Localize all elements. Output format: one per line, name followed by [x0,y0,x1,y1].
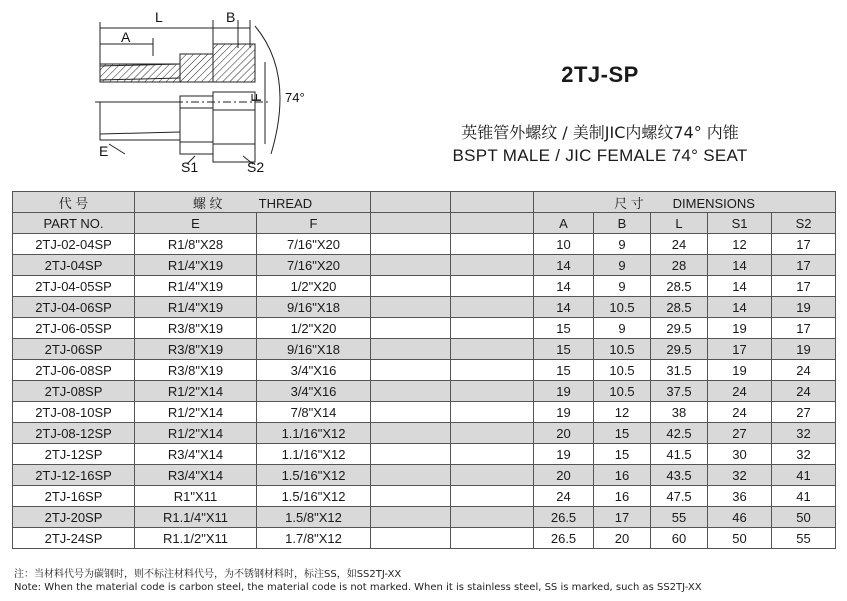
table-cell: 9 [594,234,651,255]
table-row [13,402,836,423]
table-cell: 50 [772,507,836,528]
table-cell: 19 [534,444,594,465]
table-row [13,297,836,318]
table-cell: 28.5 [651,276,708,297]
table-cell: 41 [772,486,836,507]
col-blank-2 [451,213,534,234]
table-cell: R1.1/2"X11 [135,528,257,549]
dim-label-s1: S1 [181,159,199,175]
table-cell: 7/8"X14 [257,402,371,423]
col-l: L [651,213,708,234]
header-blank-2 [451,192,534,213]
dim-label-l: L [155,9,163,25]
table-cell: 37.5 [651,381,708,402]
dim-label-angle: 74° [285,90,305,105]
table-cell-blank [451,444,534,465]
table-cell: 38 [651,402,708,423]
table-cell-blank [451,234,534,255]
table-cell-blank [371,528,451,549]
table-cell: 1.5/8"X12 [257,507,371,528]
col-blank-1 [371,213,451,234]
table-cell-blank [451,360,534,381]
table-row [13,234,836,255]
dim-label-a: A [121,29,131,45]
table-cell: 14 [708,297,772,318]
dimension-table [12,191,836,549]
note-english: Note: When the material code is carbon steel, the material code is not marked. When it is stainless steel, SS is marked, such as SS2TJ-XX [14,582,702,593]
table-cell: 2TJ-04-05SP [13,276,135,297]
table-cell: 28.5 [651,297,708,318]
table-cell: 19 [708,360,772,381]
table-cell: 19 [534,381,594,402]
table-cell: 17 [772,255,836,276]
dim-label-f: F [248,93,264,102]
table-cell: 14 [534,255,594,276]
table-cell: 7/16"X20 [257,255,371,276]
table-cell: 2TJ-12SP [13,444,135,465]
table-cell: 2TJ-24SP [13,528,135,549]
table-cell: 10.5 [594,381,651,402]
header-row-columns [13,213,836,234]
table-cell: 27 [708,423,772,444]
header-dims-cn: 尺 寸 [614,195,644,211]
table-cell: 1.5/16"X12 [257,486,371,507]
table-cell: 43.5 [651,465,708,486]
table-cell: 2TJ-04SP [13,255,135,276]
table-cell: 12 [708,234,772,255]
table-cell: 15 [594,423,651,444]
table-cell: R1/2"X14 [135,402,257,423]
table-cell: 46 [708,507,772,528]
table-cell: 17 [708,339,772,360]
table-cell: 1.5/16"X12 [257,465,371,486]
table-cell: 20 [534,465,594,486]
table-cell: 29.5 [651,339,708,360]
table-cell: 2TJ-06-08SP [13,360,135,381]
header-dims-en: DIMENSIONS [672,195,755,211]
table-cell: 24 [651,234,708,255]
table-cell: 1.7/8"X12 [257,528,371,549]
table-cell: 17 [772,234,836,255]
table-cell: 14 [708,255,772,276]
dim-label-b: B [226,9,236,25]
table-cell: R3/8"X19 [135,318,257,339]
col-f: F [257,213,371,234]
table-cell-blank [371,465,451,486]
table-cell-blank [451,318,534,339]
table-row [13,528,836,549]
table-row [13,318,836,339]
table-cell: R1/4"X19 [135,297,257,318]
table-cell: 19 [534,402,594,423]
table-cell: 1.1/16"X12 [257,423,371,444]
table-cell: 2TJ-20SP [13,507,135,528]
table-cell: R1/2"X14 [135,381,257,402]
table-cell: 9 [594,276,651,297]
table-cell: R1"X11 [135,486,257,507]
col-part-no: PART NO. [13,213,135,234]
table-cell-blank [451,528,534,549]
table-cell: 9/16"X18 [257,297,371,318]
footnotes [14,568,702,594]
col-b: B [594,213,651,234]
table-cell: 16 [594,465,651,486]
table-cell: 29.5 [651,318,708,339]
table-cell: 60 [651,528,708,549]
col-s1: S1 [708,213,772,234]
table-cell: 3/4"X16 [257,360,371,381]
table-cell: 24 [772,381,836,402]
table-cell-blank [451,402,534,423]
note-chinese: 注：当材料代号为碳钢时，则不标注材料代号，为不锈钢材料时，标注SS，如SS2TJ-XX [14,569,402,580]
header-row-group [13,192,836,213]
table-cell: 3/4"X16 [257,381,371,402]
table-cell: 9 [594,318,651,339]
table-row [13,507,836,528]
header-code-cn: 代 号 [13,192,135,213]
table-cell: 32 [708,465,772,486]
table-cell: 24 [772,360,836,381]
table-cell: 10.5 [594,297,651,318]
subtitle-english: BSPT MALE / JIC FEMALE 74° SEAT [452,146,748,165]
table-cell: 1/2"X20 [257,276,371,297]
table-cell-blank [451,507,534,528]
table-cell: 2TJ-08-10SP [13,402,135,423]
table-cell: R3/4"X14 [135,444,257,465]
table-cell: 47.5 [651,486,708,507]
table-cell: 26.5 [534,528,594,549]
table-cell: 9 [594,255,651,276]
table-cell-blank [451,255,534,276]
table-cell: 14 [534,297,594,318]
table-cell-blank [451,465,534,486]
table-cell: 42.5 [651,423,708,444]
table-cell: 50 [708,528,772,549]
table-cell: 24 [708,381,772,402]
table-cell: 2TJ-06SP [13,339,135,360]
table-cell: 19 [772,339,836,360]
table-row [13,423,836,444]
table-cell: R1/8"X28 [135,234,257,255]
table-cell-blank [371,276,451,297]
table-cell-blank [371,423,451,444]
table-cell-blank [451,486,534,507]
header-blank-1 [371,192,451,213]
header-thread [135,192,371,213]
table-cell: 10 [534,234,594,255]
table-cell: 10.5 [594,339,651,360]
table-cell-blank [371,318,451,339]
table-cell-blank [371,444,451,465]
table-cell: 20 [534,423,594,444]
table-cell: R1/2"X14 [135,423,257,444]
table-cell: 14 [708,276,772,297]
table-cell: 19 [772,297,836,318]
table-cell: 41 [772,465,836,486]
table-cell: 27 [772,402,836,423]
table-cell-blank [451,339,534,360]
table-cell: R1.1/4"X11 [135,507,257,528]
table-cell: 55 [772,528,836,549]
table-cell-blank [451,297,534,318]
table-cell: 2TJ-16SP [13,486,135,507]
col-e: E [135,213,257,234]
table-cell: 15 [534,360,594,381]
table-row [13,255,836,276]
table-cell: 17 [772,318,836,339]
table-cell: 17 [594,507,651,528]
table-cell: 20 [594,528,651,549]
table-cell: 55 [651,507,708,528]
table-row [13,465,836,486]
table-cell: R3/8"X19 [135,339,257,360]
table-cell: 32 [772,423,836,444]
table-cell-blank [371,402,451,423]
table-cell: 2TJ-04-06SP [13,297,135,318]
product-code-title: 2TJ-SP [561,62,639,87]
table-cell: R3/8"X19 [135,360,257,381]
table-row [13,276,836,297]
table-cell-blank [451,276,534,297]
table-cell: 1/2"X20 [257,318,371,339]
fitting-drawing [95,4,325,180]
table-cell: 24 [534,486,594,507]
table-row [13,360,836,381]
table-body [13,234,836,549]
table-row [13,339,836,360]
table-cell-blank [371,234,451,255]
subtitle-chinese: 英锥管外螺纹 / 美制JIC内螺纹74° 内锥 [461,123,739,142]
table-cell: 24 [708,402,772,423]
header-thread-en: THREAD [258,195,313,211]
table-cell-blank [451,381,534,402]
table-cell: 2TJ-12-16SP [13,465,135,486]
table-cell-blank [371,486,451,507]
table-cell: 31.5 [651,360,708,381]
table-cell-blank [371,360,451,381]
table-cell-blank [371,255,451,276]
table-cell: 7/16"X20 [257,234,371,255]
table-cell: 15 [534,339,594,360]
table-cell: 2TJ-02-04SP [13,234,135,255]
table-cell: 1.1/16"X12 [257,444,371,465]
table-cell: 12 [594,402,651,423]
table-cell: 15 [594,444,651,465]
table-cell: 16 [594,486,651,507]
table-cell: 32 [772,444,836,465]
table-cell: 2TJ-08SP [13,381,135,402]
table-cell-blank [371,339,451,360]
table-cell: 19 [708,318,772,339]
table-cell-blank [371,507,451,528]
col-a: A [534,213,594,234]
header-thread-cn: 螺 纹 [192,195,223,211]
header-dimensions [534,192,836,213]
table-row [13,444,836,465]
table-cell: 2TJ-08-12SP [13,423,135,444]
table-row [13,381,836,402]
table-cell: R3/4"X14 [135,465,257,486]
col-s2: S2 [772,213,836,234]
table-cell-blank [371,381,451,402]
table-cell: 28 [651,255,708,276]
table-cell-blank [451,423,534,444]
table-cell: 15 [534,318,594,339]
table-cell: 26.5 [534,507,594,528]
table-cell: 41.5 [651,444,708,465]
table-cell: 17 [772,276,836,297]
table-cell: 14 [534,276,594,297]
table-cell: 10.5 [594,360,651,381]
table-cell: 2TJ-06-05SP [13,318,135,339]
table-cell: 30 [708,444,772,465]
table-cell: 36 [708,486,772,507]
table-cell: R1/4"X19 [135,255,257,276]
dim-label-s2: S2 [247,159,265,175]
table-cell: 9/16"X18 [257,339,371,360]
table-cell-blank [371,297,451,318]
table-row [13,486,836,507]
table-cell: R1/4"X19 [135,276,257,297]
dim-label-e: E [99,143,109,159]
